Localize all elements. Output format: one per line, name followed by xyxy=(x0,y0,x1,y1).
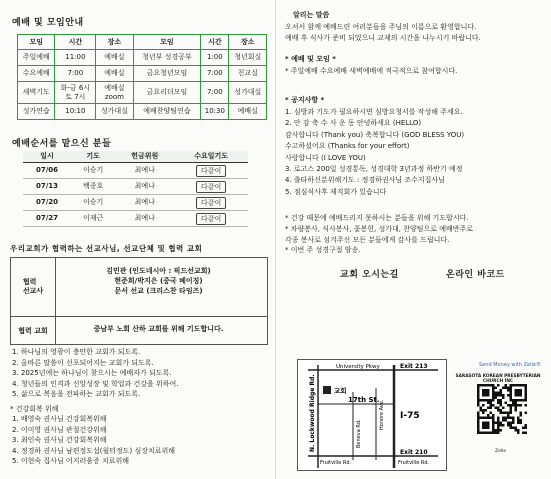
prayer-item: 4. 청년들의 인격과 신앙성장 및 학업과 건강을 위하여. xyxy=(12,379,179,388)
qr-module xyxy=(520,414,523,417)
zelle-mark: Zelle xyxy=(495,449,507,454)
map-label-17th: 17th St. xyxy=(348,396,380,404)
qr-module xyxy=(500,399,503,402)
schedule-row xyxy=(18,66,267,82)
qr-module xyxy=(515,429,518,432)
qr-module xyxy=(500,422,503,425)
schedule-header: 장소 xyxy=(229,35,267,50)
qr-module xyxy=(490,404,493,407)
map-label-university: University Pkwy xyxy=(336,364,380,370)
qr-module xyxy=(497,392,500,395)
qr-module xyxy=(510,407,513,410)
schedule-cell: 성가대실 xyxy=(96,104,133,120)
qr-module xyxy=(505,402,508,405)
schedule-cell: 7:00 xyxy=(55,66,96,82)
schedule-header: 시간 xyxy=(55,35,96,50)
rota-cell: 07/27 xyxy=(23,211,71,227)
health-item: 2. 이미영 권사님 관절건강위해 xyxy=(12,425,107,434)
rota-cell: 최예나 xyxy=(115,179,174,195)
announce-line: 4. 출타하신분위해기도 : 정경하권사님 조수지집사님 xyxy=(285,176,445,185)
map-label-i75: I-75 xyxy=(400,411,420,421)
qr-module xyxy=(500,402,503,405)
qr-module xyxy=(497,427,500,430)
qr-module xyxy=(517,417,520,420)
missions-box xyxy=(10,257,268,345)
map-heading: 교회 오시는길 xyxy=(340,270,399,280)
health-title: * 건강회복 위해 xyxy=(10,405,59,413)
prayer-item: 5. 삶으로 복음을 전파하는 교회가 되도록. xyxy=(12,390,141,399)
rota-row xyxy=(23,195,248,211)
qr-module xyxy=(482,389,490,397)
schedule-cell: 금요청년모임 xyxy=(133,66,201,82)
qr-module xyxy=(515,389,523,397)
qr-module xyxy=(497,384,500,387)
announce-line: 3. 로고스 200일 성경통독, 성경대학 3년과정 하반기 예정 xyxy=(285,165,463,173)
prayer-item: 1. 하나님의 영광이 충만한 교회가 되도록. xyxy=(12,348,141,356)
rota-title: 예배순서를 맡으신 분들 xyxy=(12,139,112,149)
qr-module xyxy=(502,394,505,397)
qr-module xyxy=(497,419,500,422)
qr-module xyxy=(515,409,518,412)
health-item: 3. 최인숙 권사님 건강회복위해 xyxy=(12,436,107,445)
missionary-name: 현준희/박지은 (중국 베이징) xyxy=(114,277,203,286)
qr-module xyxy=(477,404,480,407)
map-label-fruitville-left: Fruitville Rd. xyxy=(320,460,352,466)
schedule-cell: 10:30 xyxy=(201,104,229,120)
qr-module xyxy=(525,432,528,435)
qr-module xyxy=(495,397,498,400)
schedule-cell: 주일예배 xyxy=(18,50,55,66)
qr-module xyxy=(507,412,510,415)
qr-module xyxy=(505,417,508,420)
qr-module xyxy=(522,432,525,435)
rota-pill: 다같이 xyxy=(196,213,226,225)
announce-line: 5. 점심식사후 제직회가 있습니다 xyxy=(285,187,387,196)
rota-cell: 백종호 xyxy=(71,179,115,195)
map-label-beneva: Beneva Rd. xyxy=(356,419,362,448)
online-giving xyxy=(455,362,550,472)
health-line: 각종 봉사로 섬겨주신 모든 분들에게 감사를 드립니다. xyxy=(285,235,450,244)
qr-module xyxy=(505,384,508,387)
qr-module xyxy=(500,429,503,432)
prayer-list xyxy=(12,347,178,400)
schedule-cell: 청년부 성경공부 xyxy=(133,50,201,66)
qr-module xyxy=(507,414,510,417)
qr-module xyxy=(517,422,520,425)
qr-module xyxy=(495,422,498,425)
qr-module xyxy=(482,412,485,415)
map-label-fruitville-right: Fruitville Rd. xyxy=(398,460,430,466)
church-text: 중남부 노회 산하 교회를 위해 기도합니다. xyxy=(93,325,224,333)
qr-module xyxy=(497,422,500,425)
qr-module xyxy=(505,412,508,415)
missions-label: 협력 선교사 xyxy=(11,258,56,316)
notice-line: 오셔서 함께 예배드린 여러분들을 주님의 이름으로 환영합니다. xyxy=(285,23,477,31)
qr-module xyxy=(505,387,508,390)
rota-cell: 07/13 xyxy=(23,179,71,195)
qr-module xyxy=(507,422,510,425)
rota-row xyxy=(23,163,248,179)
rota-cell: 이재근 xyxy=(71,211,115,227)
qr-module xyxy=(485,409,488,412)
qr-module xyxy=(510,417,513,420)
online-heading: 온라인 바코드 xyxy=(446,270,505,280)
announce-title: * 공지사항 * xyxy=(285,96,325,104)
qr-module xyxy=(500,389,503,392)
church-map xyxy=(297,359,447,471)
qr-module xyxy=(507,404,510,407)
schedule-cell: 새벽기도 xyxy=(18,82,55,104)
map-drawing xyxy=(298,360,446,470)
qr-module xyxy=(492,404,495,407)
qr-module xyxy=(477,414,480,417)
qr-module xyxy=(477,402,480,405)
schedule-cell: 예배실 xyxy=(229,104,267,120)
qr-module xyxy=(515,407,518,410)
announce-line: 사랑합니다 (I LOVE YOU) xyxy=(285,153,366,162)
schedule-title: 예배 및 모임안내 xyxy=(12,18,84,28)
rota-cell: 07/06 xyxy=(23,163,71,179)
qr-module xyxy=(507,424,510,427)
notice-line: 예배 후 식사가 준비 되었으니 교제의 시간을 나누시기 바랍니다. xyxy=(285,34,481,42)
qr-module xyxy=(497,394,500,397)
announce-line: 1. 심방과 기도가 필요하시면 심방요청서를 작성해 주세요. xyxy=(285,108,463,116)
qr-module xyxy=(512,404,515,407)
qr-module xyxy=(510,422,513,425)
health-item: 4. 정경하 권사님 남편정도섭(월터정도) 심장치료위해 xyxy=(12,446,176,455)
schedule-cell: 예배찬양팀연습 xyxy=(133,104,201,120)
qr-module xyxy=(525,424,528,427)
schedule-row xyxy=(18,104,267,120)
page-fold xyxy=(275,0,276,479)
qr-module xyxy=(502,424,505,427)
prayer-item: 3. 2025년에는 하나님이 찾으시는 예배자가 되도록. xyxy=(12,369,172,378)
qr-module xyxy=(492,414,495,417)
map-label-exit210: Exit 210 xyxy=(400,449,428,456)
rota-pill: 다같이 xyxy=(196,181,226,193)
qr-module xyxy=(495,394,498,397)
qr-module xyxy=(502,397,505,400)
schedule-cell: 1:00 xyxy=(201,50,229,66)
qr-module xyxy=(500,404,503,407)
qr-module xyxy=(510,424,513,427)
qr-module xyxy=(525,412,528,415)
qr-module xyxy=(517,429,520,432)
zelle-note: Send Money with Zelle® xyxy=(479,362,541,368)
qr-module xyxy=(497,417,500,420)
rota-cell: 이승기 xyxy=(71,163,115,179)
qr-module xyxy=(502,412,505,415)
qr-module xyxy=(497,399,500,402)
rota-cell xyxy=(174,163,248,179)
health-line: * 이번 주 성경구절 암송. xyxy=(285,246,361,255)
rota-header: 헌금위원 xyxy=(115,151,174,163)
qr-module xyxy=(480,409,483,412)
health-item: 1. 배영숙 권사님 건강회복위해 xyxy=(12,415,107,423)
qr-module xyxy=(497,429,500,432)
qr-module xyxy=(482,409,485,412)
rota-cell: 최예나 xyxy=(115,163,174,179)
announce-line: 2. 안 감 축 수 사 운 동 안녕하세요 (HELLO) xyxy=(285,119,422,128)
schedule-table xyxy=(17,34,267,120)
schedule-cell: 예배실 xyxy=(96,50,133,66)
schedule-row xyxy=(18,82,267,104)
schedule-cell: 예배실 zoom xyxy=(96,82,133,104)
qr-module xyxy=(477,412,480,415)
church-label: 협력 교회 xyxy=(11,317,56,344)
qr-module xyxy=(510,409,513,412)
rota-row xyxy=(23,211,248,227)
schedule-header: 모임 xyxy=(18,35,55,50)
qr-module xyxy=(520,404,523,407)
schedule-header: 모임 xyxy=(133,35,201,50)
schedule-cell: 예배실 xyxy=(96,66,133,82)
qr-module xyxy=(505,419,508,422)
qr-module xyxy=(512,402,515,405)
qr-module xyxy=(495,392,498,395)
rota-header: 수요일기도 xyxy=(174,151,248,163)
schedule-row xyxy=(18,50,267,66)
qr-module xyxy=(520,419,523,422)
schedule-cell: 수요예배 xyxy=(18,66,55,82)
map-label-honore: Honore Ave. xyxy=(379,399,385,430)
rota-row xyxy=(23,179,248,195)
rota-pill: 다같이 xyxy=(196,165,226,177)
announce-line: 수고하셨어요 (Thanks for your effort) xyxy=(285,142,410,151)
schedule-cell: 7:00 xyxy=(201,82,229,104)
church-marker xyxy=(323,386,331,394)
notice-title: 알리는 말씀 xyxy=(293,11,330,19)
qr-module xyxy=(482,404,485,407)
qr-module xyxy=(517,432,520,435)
rota-cell: 최예나 xyxy=(115,211,174,227)
qr-module xyxy=(490,412,493,415)
qr-module xyxy=(495,432,498,435)
qr-module xyxy=(515,427,518,430)
schedule-cell: 10:10 xyxy=(55,104,96,120)
qr-module xyxy=(500,412,503,415)
missionary-name: 김민관 (인도네시아 : 픽드선교회) xyxy=(106,267,211,275)
missionary-list xyxy=(61,266,256,296)
qr-module xyxy=(482,422,490,430)
schedule-cell: 성가연습 xyxy=(18,104,55,120)
schedule-cell: 친교실 xyxy=(229,66,267,82)
rota-cell xyxy=(174,211,248,227)
qr-module xyxy=(500,424,503,427)
rota-table xyxy=(23,151,248,227)
qr-module xyxy=(490,407,493,410)
health-item: 5. 이현숙 집사님 어지러움증 치료위해 xyxy=(12,457,130,466)
schedule-cell: 11:00 xyxy=(55,50,96,66)
qr-module xyxy=(520,422,523,425)
announce-line: 감사합니다 (Thank you) 축복합니다 (GOD BLESS YOU) xyxy=(285,130,465,139)
qr-module xyxy=(510,404,513,407)
qr-module xyxy=(487,414,490,417)
map-label-lockwood: N. Lockwood Ridge Rd. xyxy=(309,374,316,452)
schedule-cell: 성가대실 xyxy=(229,82,267,104)
schedule-cell: 청년회실 xyxy=(229,50,267,66)
meeting-line: * 주일예배 수요예배 새벽예배에 적극적으로 참여합시다. xyxy=(285,67,458,75)
qr-module xyxy=(515,402,518,405)
qr-module xyxy=(487,402,490,405)
qr-module xyxy=(502,387,505,390)
qr-module xyxy=(525,427,528,430)
prayer-item: 2. 올바른 말씀이 선포되어지는 교회가 되도록. xyxy=(12,358,154,367)
rota-cell: 07/20 xyxy=(23,195,71,211)
qr-module xyxy=(497,407,500,410)
qr-module xyxy=(490,402,493,405)
qr-module xyxy=(515,404,518,407)
qr-module xyxy=(480,407,483,410)
qr-module xyxy=(497,402,500,405)
schedule-header: 시간 xyxy=(201,35,229,50)
qr-module xyxy=(495,387,498,390)
qr-module xyxy=(500,392,503,395)
qr-module xyxy=(495,429,498,432)
health-line: * 차량봉사, 식사봉사, 꽃봉헌, 성가대, 찬양팀으로 예배반주로 xyxy=(285,224,474,233)
qr-module xyxy=(517,419,520,422)
rota-cell: 이승기 xyxy=(71,195,115,211)
meeting-title: * 예배 및 모임 * xyxy=(285,55,336,63)
schedule-cell: 화-금 6시 토 7시 xyxy=(55,82,96,104)
qr-module xyxy=(502,419,505,422)
qr-module xyxy=(522,427,525,430)
qr-module xyxy=(512,419,515,422)
qr-code[interactable] xyxy=(477,384,527,446)
qr-module xyxy=(520,412,523,415)
schedule-cell: 7:00 xyxy=(201,66,229,82)
qr-module xyxy=(507,387,510,390)
rota-header: 기도 xyxy=(71,151,115,163)
schedule-cell: 금요리더모임 xyxy=(133,82,201,104)
qr-module xyxy=(517,404,520,407)
qr-module xyxy=(500,409,503,412)
missionary-name: 문서 선교 (크리스찬 타임즈) xyxy=(114,287,203,296)
qr-module xyxy=(497,432,500,435)
rota-header: 일시 xyxy=(23,151,71,163)
schedule-header: 장소 xyxy=(96,35,133,50)
qr-module xyxy=(495,407,498,410)
rota-pill: 다같이 xyxy=(196,197,226,209)
rota-cell: 최예나 xyxy=(115,195,174,211)
qr-module xyxy=(502,417,505,420)
qr-module xyxy=(507,394,510,397)
qr-module xyxy=(512,422,515,425)
qr-module xyxy=(497,409,500,412)
map-label-church: 교회 xyxy=(334,387,347,395)
qr-module xyxy=(510,427,513,430)
qr-module xyxy=(510,412,513,415)
qr-module xyxy=(497,424,500,427)
missions-title: 우리교회가 협력하는 선교사님, 선교단체 및 협력 교회 xyxy=(10,244,203,253)
rota-cell xyxy=(174,195,248,211)
rota-cell xyxy=(174,179,248,195)
qr-module xyxy=(512,427,515,430)
qr-module xyxy=(500,394,503,397)
qr-module xyxy=(525,404,528,407)
map-label-exit213: Exit 213 xyxy=(400,363,428,370)
qr-module xyxy=(507,389,510,392)
health-list xyxy=(12,414,175,467)
qr-module xyxy=(487,407,490,410)
church-name: SARASOTA KOREAN PRESBYTERIAN CHURCH INC xyxy=(455,374,541,384)
qr-module xyxy=(512,417,515,420)
qr-module xyxy=(502,407,505,410)
health-line: * 건강 때문에 예배드리지 못하시는 분들을 위해 기도합시다. xyxy=(285,214,469,222)
qr-module xyxy=(507,417,510,420)
